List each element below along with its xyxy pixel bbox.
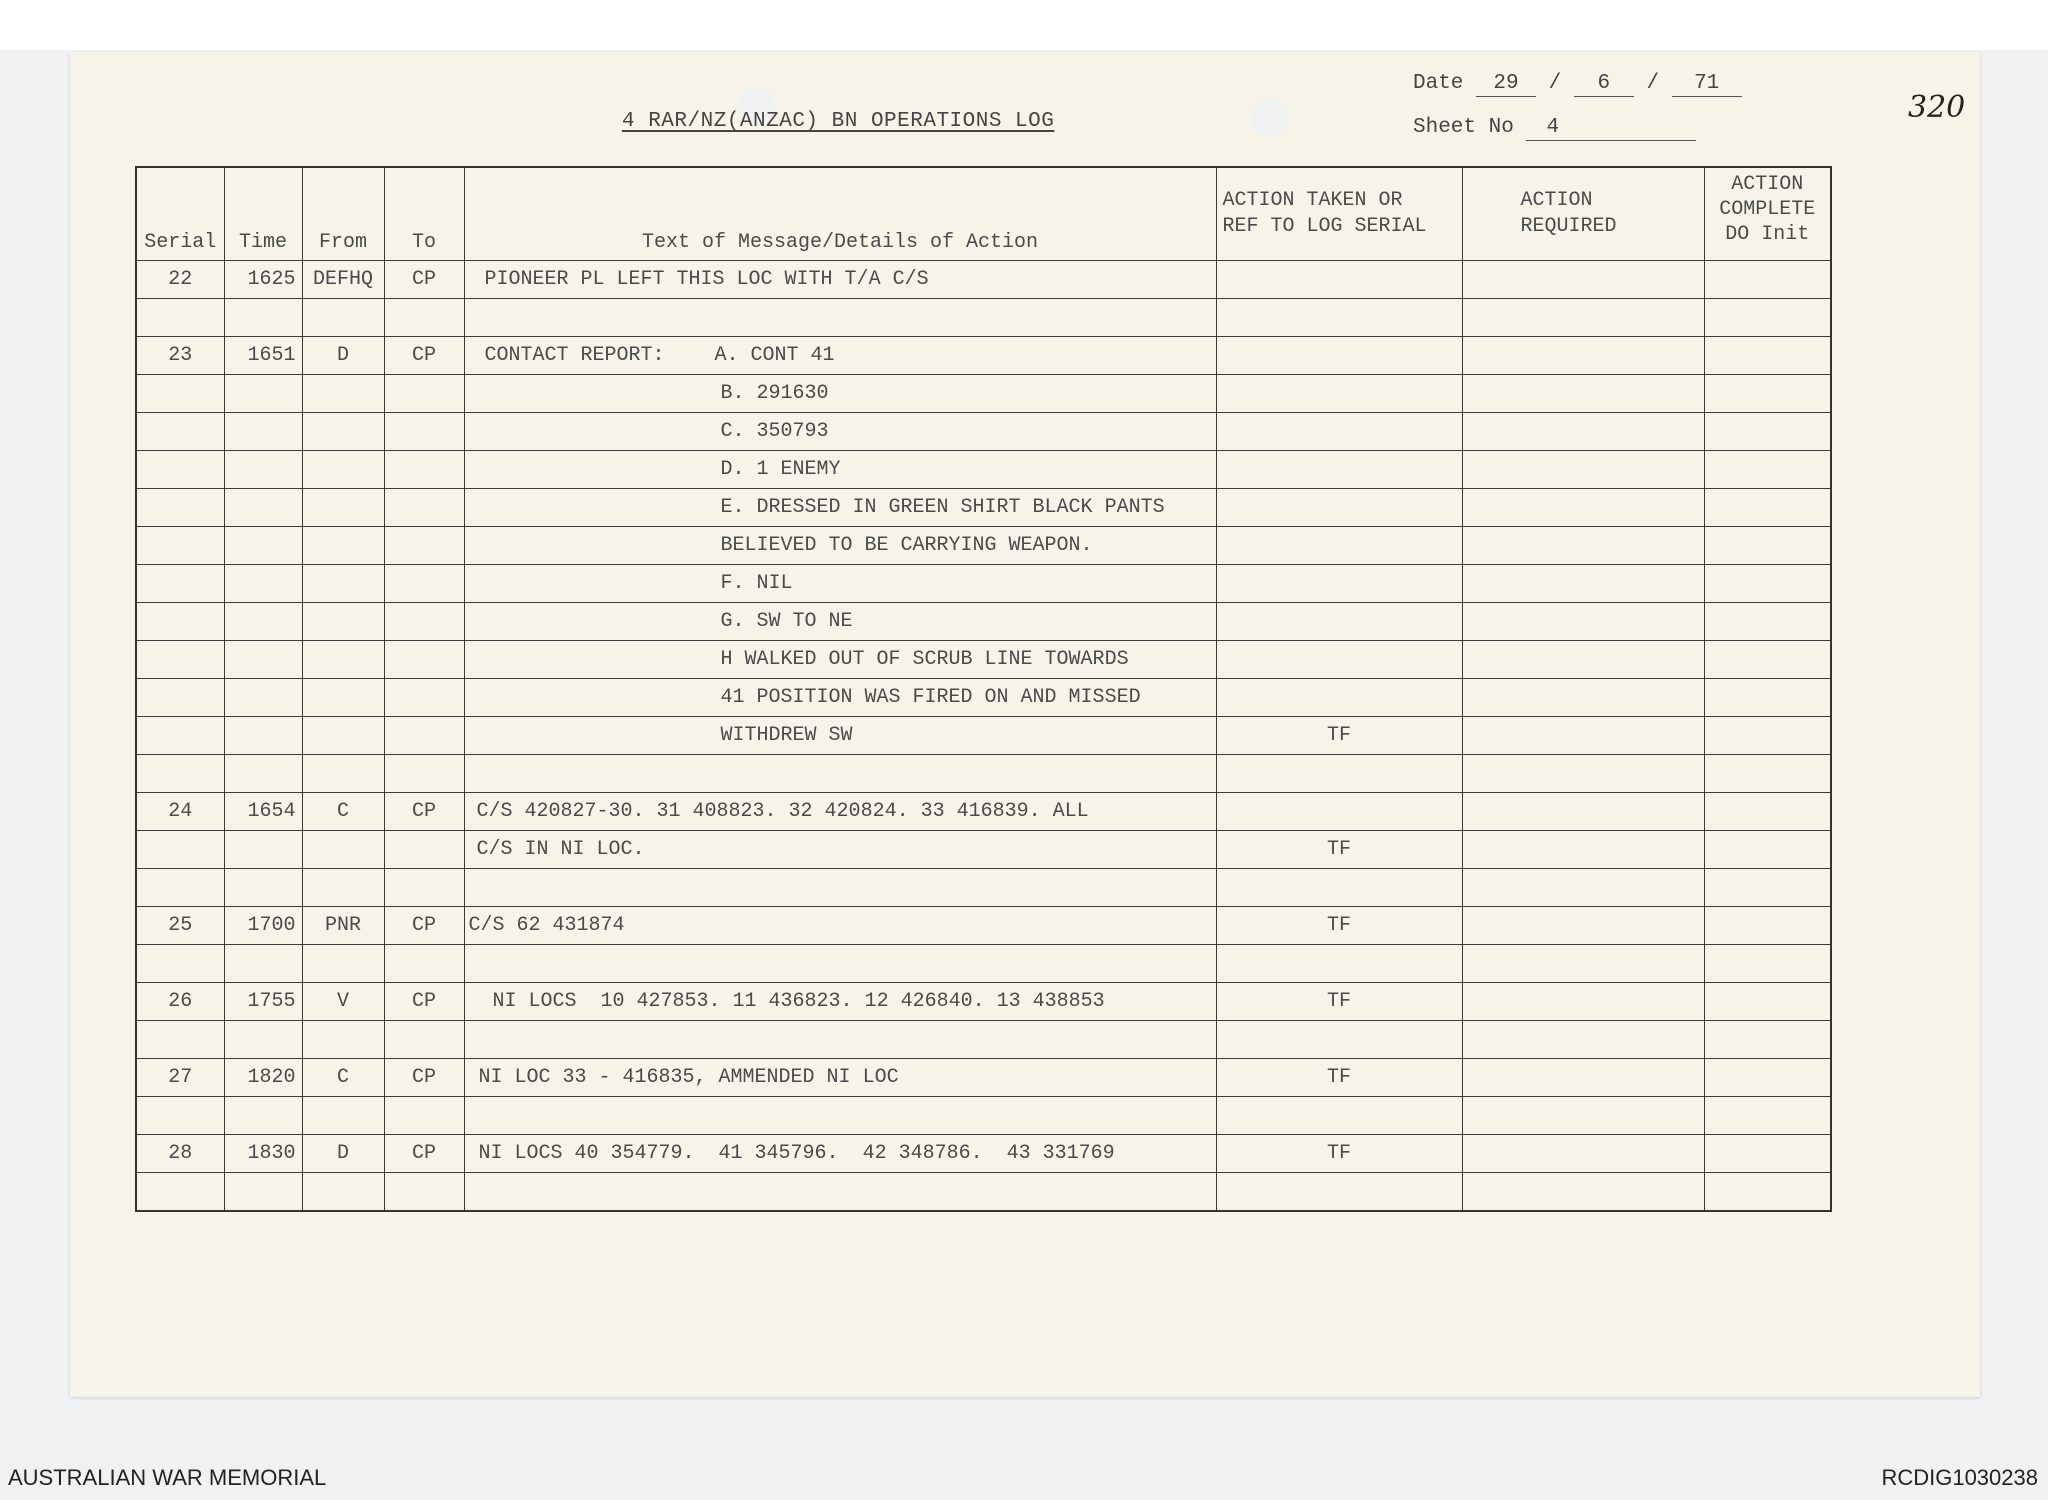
- action-complete-cell: [1704, 527, 1831, 565]
- action-taken-cell: [1216, 755, 1462, 793]
- sheet-number: 4: [1526, 116, 1696, 141]
- message-cell: [464, 679, 1216, 717]
- date-line: [1413, 72, 1742, 97]
- header-action-taken-line1: ACTION TAKEN OR: [1222, 189, 1403, 212]
- to-cell: CP: [384, 261, 464, 299]
- message-text: H WALKED OUT OF SCRUB LINE TOWARDS: [720, 648, 1129, 671]
- message-text: WITHDREW SW: [720, 724, 853, 747]
- time-cell: 1755: [224, 983, 302, 1021]
- header-to: To: [384, 167, 464, 261]
- time-cell: [224, 1097, 302, 1135]
- header-time: Time: [224, 167, 302, 261]
- message-cell: [464, 1173, 1216, 1212]
- from-cell: [302, 1097, 384, 1135]
- message-cell: NI LOC 33 - 416835, AMMENDED NI LOC: [464, 1059, 1216, 1097]
- serial-cell: [136, 755, 224, 793]
- time-cell: [224, 831, 302, 869]
- action-taken-cell: TF: [1216, 1059, 1462, 1097]
- table-row: [136, 1173, 1831, 1212]
- table-row: [136, 1135, 1831, 1173]
- action-taken-cell: [1216, 261, 1462, 299]
- table-row: [136, 489, 1831, 527]
- message-cell: [464, 337, 1216, 375]
- action-required-cell: [1462, 717, 1704, 755]
- to-cell: [384, 717, 464, 755]
- from-cell: [302, 603, 384, 641]
- serial-cell: [136, 945, 224, 983]
- table-row: [136, 603, 1831, 641]
- time-cell: 1820: [224, 1059, 302, 1097]
- action-taken-cell: [1216, 489, 1462, 527]
- action-required-cell: [1462, 755, 1704, 793]
- action-required-cell: [1462, 413, 1704, 451]
- action-complete-cell: [1704, 641, 1831, 679]
- action-complete-cell: [1704, 337, 1831, 375]
- time-cell: [224, 413, 302, 451]
- action-taken-cell: [1216, 945, 1462, 983]
- action-taken-cell: [1216, 1173, 1462, 1212]
- table-row: [136, 793, 1831, 831]
- action-taken-cell: TF: [1216, 907, 1462, 945]
- table-row: [136, 1059, 1831, 1097]
- from-cell: V: [302, 983, 384, 1021]
- header-action-required: [1462, 167, 1704, 261]
- header-text: Text of Message/Details of Action: [464, 167, 1216, 261]
- action-required-cell: [1462, 565, 1704, 603]
- sheet-number-line: [1413, 116, 1696, 141]
- to-cell: [384, 565, 464, 603]
- action-taken-cell: [1216, 451, 1462, 489]
- time-cell: [224, 451, 302, 489]
- action-complete-cell: [1704, 717, 1831, 755]
- to-cell: [384, 489, 464, 527]
- from-cell: [302, 1021, 384, 1059]
- time-cell: [224, 869, 302, 907]
- to-cell: [384, 603, 464, 641]
- action-required-cell: [1462, 983, 1704, 1021]
- date-year: 71: [1672, 72, 1742, 97]
- serial-cell: 27: [136, 1059, 224, 1097]
- serial-cell: [136, 299, 224, 337]
- action-required-cell: [1462, 375, 1704, 413]
- message-cell: NI LOCS 10 427853. 11 436823. 12 426840. 13 438853: [464, 983, 1216, 1021]
- footer-catalogue-id: RCDIG1030238: [1881, 1465, 2038, 1490]
- serial-cell: [136, 831, 224, 869]
- action-taken-cell: [1216, 603, 1462, 641]
- serial-cell: [136, 413, 224, 451]
- action-taken-cell: [1216, 869, 1462, 907]
- to-cell: CP: [384, 793, 464, 831]
- action-complete-cell: [1704, 1021, 1831, 1059]
- message-cell: [464, 603, 1216, 641]
- table-row: [136, 413, 1831, 451]
- action-required-cell: [1462, 1059, 1704, 1097]
- from-cell: [302, 451, 384, 489]
- action-taken-cell: TF: [1216, 1135, 1462, 1173]
- from-cell: C: [302, 793, 384, 831]
- table-row: [136, 375, 1831, 413]
- time-cell: [224, 1021, 302, 1059]
- to-cell: CP: [384, 983, 464, 1021]
- message-cell: [464, 413, 1216, 451]
- to-cell: [384, 1097, 464, 1135]
- serial-cell: [136, 489, 224, 527]
- serial-cell: [136, 869, 224, 907]
- from-cell: [302, 375, 384, 413]
- table-row: [136, 945, 1831, 983]
- action-required-cell: [1462, 603, 1704, 641]
- action-taken-cell: [1216, 375, 1462, 413]
- to-cell: [384, 1021, 464, 1059]
- table-row: [136, 527, 1831, 565]
- action-complete-cell: [1704, 451, 1831, 489]
- time-cell: [224, 945, 302, 983]
- action-required-cell: [1462, 831, 1704, 869]
- action-complete-cell: [1704, 869, 1831, 907]
- message-cell: C/S 420827-30. 31 408823. 32 420824. 33 416839. ALL: [464, 793, 1216, 831]
- from-cell: [302, 641, 384, 679]
- action-complete-cell: [1704, 1135, 1831, 1173]
- serial-cell: [136, 717, 224, 755]
- message-cell: [464, 299, 1216, 337]
- from-cell: [302, 717, 384, 755]
- time-cell: [224, 679, 302, 717]
- message-cell: [464, 1021, 1216, 1059]
- message-cell: C/S IN NI LOC.: [464, 831, 1216, 869]
- action-complete-cell: [1704, 679, 1831, 717]
- action-complete-cell: [1704, 261, 1831, 299]
- time-cell: 1651: [224, 337, 302, 375]
- date-month: 6: [1574, 72, 1634, 97]
- to-cell: [384, 375, 464, 413]
- table-row: [136, 907, 1831, 945]
- action-taken-cell: [1216, 337, 1462, 375]
- message-cell: [464, 869, 1216, 907]
- from-cell: [302, 831, 384, 869]
- serial-cell: [136, 1097, 224, 1135]
- to-cell: CP: [384, 1135, 464, 1173]
- message-cell: [464, 375, 1216, 413]
- action-complete-cell: [1704, 945, 1831, 983]
- table-row: [136, 299, 1831, 337]
- from-cell: D: [302, 1135, 384, 1173]
- serial-cell: 24: [136, 793, 224, 831]
- from-cell: DEFHQ: [302, 261, 384, 299]
- action-required-cell: [1462, 907, 1704, 945]
- header-action-taken-line2: REF TO LOG SERIAL: [1222, 215, 1427, 238]
- to-cell: [384, 679, 464, 717]
- from-cell: [302, 413, 384, 451]
- time-cell: [224, 641, 302, 679]
- message-text: G. SW TO NE: [720, 610, 853, 633]
- serial-cell: 23: [136, 337, 224, 375]
- time-cell: [224, 603, 302, 641]
- table-row: [136, 565, 1831, 603]
- header-action-required-line2: REQUIRED: [1520, 215, 1617, 238]
- serial-cell: 25: [136, 907, 224, 945]
- serial-cell: [136, 1173, 224, 1212]
- action-required-cell: [1462, 527, 1704, 565]
- from-cell: [302, 565, 384, 603]
- to-cell: CP: [384, 907, 464, 945]
- action-complete-cell: [1704, 831, 1831, 869]
- serial-cell: 26: [136, 983, 224, 1021]
- action-required-cell: [1462, 1097, 1704, 1135]
- action-required-cell: [1462, 299, 1704, 337]
- message-text: E. DRESSED IN GREEN SHIRT BLACK PANTS: [720, 496, 1165, 519]
- action-taken-cell: [1216, 641, 1462, 679]
- from-cell: [302, 1173, 384, 1212]
- header-serial: Serial: [136, 167, 224, 261]
- to-cell: CP: [384, 1059, 464, 1097]
- message-cell: [464, 717, 1216, 755]
- time-cell: 1830: [224, 1135, 302, 1173]
- operations-log-table: [135, 166, 1832, 1212]
- action-taken-cell: [1216, 527, 1462, 565]
- to-cell: [384, 413, 464, 451]
- message-text: 41 POSITION WAS FIRED ON AND MISSED: [720, 686, 1141, 709]
- action-required-cell: [1462, 869, 1704, 907]
- serial-cell: [136, 679, 224, 717]
- serial-cell: [136, 1021, 224, 1059]
- action-complete-cell: [1704, 907, 1831, 945]
- handwritten-page-number: 320: [1908, 90, 1966, 125]
- date-separator: /: [1548, 72, 1562, 95]
- serial-cell: [136, 527, 224, 565]
- table-row: [136, 337, 1831, 375]
- message-text: BELIEVED TO BE CARRYING WEAPON.: [720, 534, 1093, 557]
- table-row: [136, 1097, 1831, 1135]
- time-cell: 1625: [224, 261, 302, 299]
- header-action-complete-line1: ACTION: [1731, 173, 1804, 196]
- table-row: [136, 679, 1831, 717]
- message-text: B. 291630: [720, 382, 829, 405]
- message-cell: [464, 1097, 1216, 1135]
- time-cell: [224, 1173, 302, 1212]
- action-complete-cell: [1704, 755, 1831, 793]
- time-cell: [224, 565, 302, 603]
- to-cell: [384, 831, 464, 869]
- from-cell: [302, 869, 384, 907]
- action-required-cell: [1462, 641, 1704, 679]
- from-cell: PNR: [302, 907, 384, 945]
- message-cell: [464, 945, 1216, 983]
- punch-hole-right: [1252, 100, 1288, 136]
- message-cell: [464, 527, 1216, 565]
- action-taken-cell: TF: [1216, 831, 1462, 869]
- serial-cell: [136, 641, 224, 679]
- message-text: F. NIL: [720, 572, 793, 595]
- to-cell: CP: [384, 337, 464, 375]
- message-cell: [464, 641, 1216, 679]
- message-cell: [464, 755, 1216, 793]
- action-complete-cell: [1704, 1059, 1831, 1097]
- table-row: [136, 261, 1831, 299]
- table-row: [136, 869, 1831, 907]
- header-action-required-line1: ACTION: [1520, 189, 1593, 212]
- to-cell: [384, 945, 464, 983]
- from-cell: D: [302, 337, 384, 375]
- message-cell: PIONEER PL LEFT THIS LOC WITH T/A C/S: [464, 261, 1216, 299]
- from-cell: [302, 945, 384, 983]
- to-cell: [384, 869, 464, 907]
- header-action-complete-line2: COMPLETE: [1719, 198, 1816, 221]
- action-complete-cell: [1704, 489, 1831, 527]
- action-required-cell: [1462, 945, 1704, 983]
- top-margin: [0, 0, 2048, 50]
- message-cell: C/S 62 431874: [464, 907, 1216, 945]
- action-taken-cell: [1216, 299, 1462, 337]
- serial-cell: [136, 565, 224, 603]
- action-taken-cell: [1216, 1097, 1462, 1135]
- action-complete-cell: [1704, 793, 1831, 831]
- page-title: 4 RAR/NZ(ANZAC) BN OPERATIONS LOG: [622, 110, 1055, 133]
- serial-cell: 22: [136, 261, 224, 299]
- footer-institution: AUSTRALIAN WAR MEMORIAL: [8, 1465, 327, 1490]
- action-required-cell: [1462, 1173, 1704, 1212]
- date-label: Date: [1413, 72, 1464, 95]
- table-row: [136, 451, 1831, 489]
- from-cell: [302, 299, 384, 337]
- from-cell: [302, 489, 384, 527]
- time-cell: [224, 755, 302, 793]
- table-row: [136, 717, 1831, 755]
- header-action-complete: [1704, 167, 1831, 261]
- action-required-cell: [1462, 489, 1704, 527]
- message-text: D. 1 ENEMY: [720, 458, 841, 481]
- from-cell: [302, 679, 384, 717]
- action-complete-cell: [1704, 299, 1831, 337]
- time-cell: [224, 489, 302, 527]
- action-taken-cell: [1216, 1021, 1462, 1059]
- action-taken-cell: [1216, 565, 1462, 603]
- message-cell: [464, 565, 1216, 603]
- serial-cell: [136, 451, 224, 489]
- to-cell: [384, 527, 464, 565]
- to-cell: [384, 451, 464, 489]
- header-action-complete-line3: DO Init: [1725, 223, 1810, 246]
- action-taken-cell: TF: [1216, 717, 1462, 755]
- header-from: From: [302, 167, 384, 261]
- action-taken-cell: TF: [1216, 983, 1462, 1021]
- to-cell: [384, 641, 464, 679]
- sheet-label: Sheet No: [1413, 116, 1514, 139]
- action-required-cell: [1462, 679, 1704, 717]
- message-text: A. CONT 41: [714, 344, 835, 367]
- date-day: 29: [1476, 72, 1536, 97]
- action-complete-cell: [1704, 1173, 1831, 1212]
- from-cell: [302, 755, 384, 793]
- from-cell: C: [302, 1059, 384, 1097]
- table-row: [136, 755, 1831, 793]
- from-cell: [302, 527, 384, 565]
- table-row: [136, 831, 1831, 869]
- table-header-row: [136, 167, 1831, 261]
- action-taken-cell: [1216, 679, 1462, 717]
- action-complete-cell: [1704, 983, 1831, 1021]
- serial-cell: [136, 603, 224, 641]
- to-cell: [384, 755, 464, 793]
- action-complete-cell: [1704, 603, 1831, 641]
- action-required-cell: [1462, 1021, 1704, 1059]
- message-cell: [464, 451, 1216, 489]
- action-taken-cell: [1216, 793, 1462, 831]
- table-row: [136, 1021, 1831, 1059]
- time-cell: [224, 717, 302, 755]
- action-required-cell: [1462, 793, 1704, 831]
- serial-cell: 28: [136, 1135, 224, 1173]
- table-row: [136, 983, 1831, 1021]
- action-required-cell: [1462, 451, 1704, 489]
- time-cell: [224, 527, 302, 565]
- message-cell: NI LOCS 40 354779. 41 345796. 42 348786. 43 331769: [464, 1135, 1216, 1173]
- action-taken-cell: [1216, 413, 1462, 451]
- action-complete-cell: [1704, 1097, 1831, 1135]
- action-complete-cell: [1704, 565, 1831, 603]
- to-cell: [384, 299, 464, 337]
- action-complete-cell: [1704, 413, 1831, 451]
- contact-report-label: CONTACT REPORT:: [484, 344, 665, 367]
- time-cell: 1654: [224, 793, 302, 831]
- serial-cell: [136, 375, 224, 413]
- message-text: C. 350793: [720, 420, 829, 443]
- to-cell: [384, 1173, 464, 1212]
- action-required-cell: [1462, 261, 1704, 299]
- action-complete-cell: [1704, 375, 1831, 413]
- time-cell: [224, 375, 302, 413]
- time-cell: 1700: [224, 907, 302, 945]
- action-required-cell: [1462, 1135, 1704, 1173]
- action-required-cell: [1462, 337, 1704, 375]
- message-cell: [464, 489, 1216, 527]
- time-cell: [224, 299, 302, 337]
- table-row: [136, 641, 1831, 679]
- date-separator: /: [1646, 72, 1660, 95]
- header-action-taken: [1216, 167, 1462, 261]
